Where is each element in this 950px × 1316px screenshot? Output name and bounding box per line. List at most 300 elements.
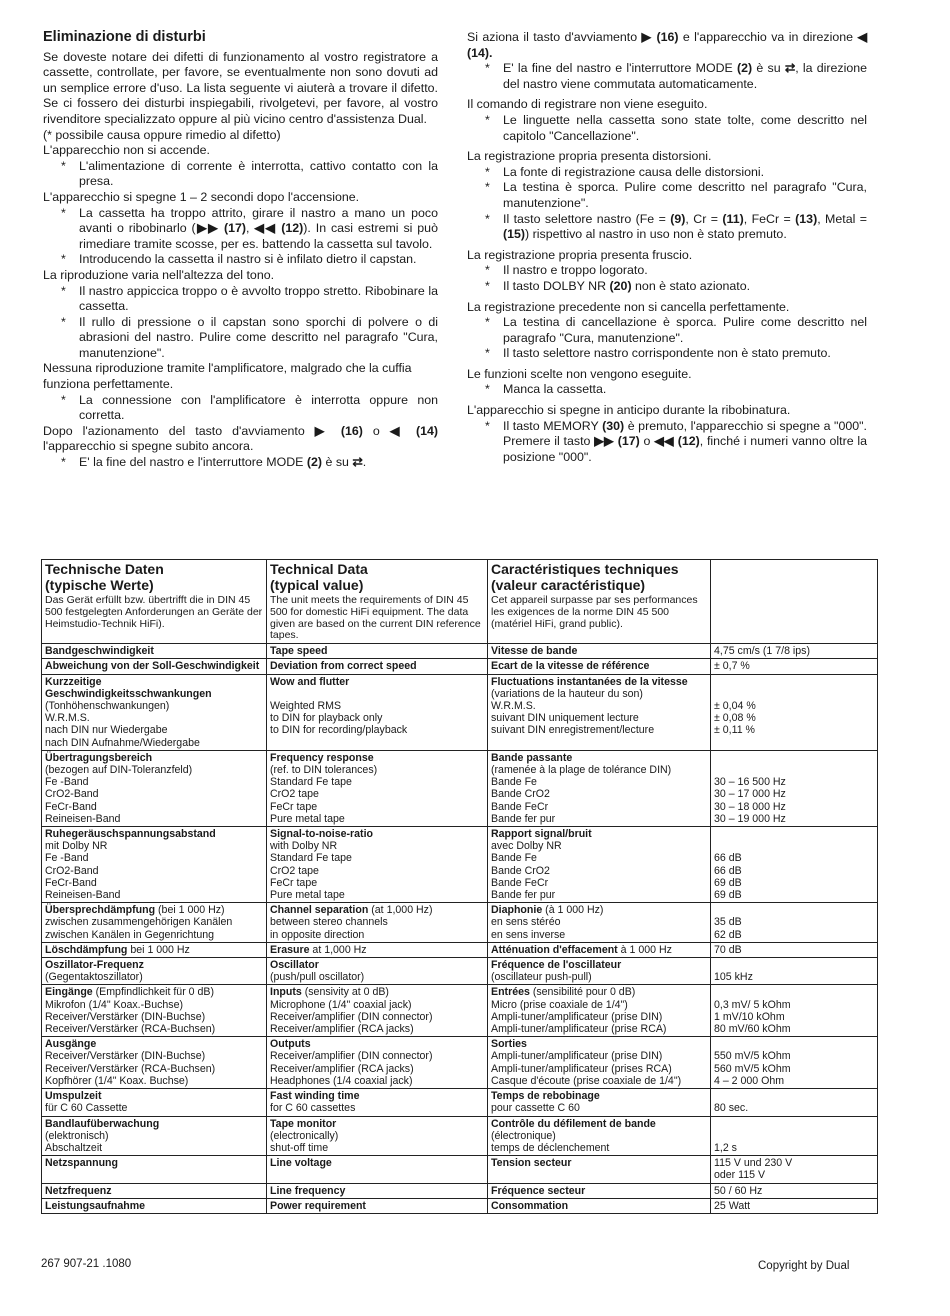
value: 105 kHz — [714, 971, 753, 984]
key-ref: (15) — [503, 227, 526, 242]
value: 25 Watt — [714, 1199, 751, 1212]
label-extra: (sensivity at 0 dB) — [304, 986, 389, 999]
value: 69 dB — [714, 876, 742, 889]
label: Rapport signal/bruit — [491, 828, 592, 841]
sub: Microphone (1/4" coaxial jack) — [270, 998, 412, 1011]
value: ± 0,11 % — [714, 724, 755, 737]
text: l'apparecchio si spegne subito ancora. — [43, 439, 254, 454]
sub: to DIN for recording/playback — [270, 724, 408, 737]
table-row — [42, 985, 878, 1037]
sub: nach DIN nur Wiedergabe — [45, 724, 168, 737]
label: Umspulzeit — [45, 1090, 102, 1103]
label: Löschdämpfung — [45, 943, 128, 956]
label: Frequency response — [270, 751, 374, 764]
label-extra: (bei 1 000 Hz) — [158, 904, 225, 917]
cell-fr — [488, 1183, 711, 1198]
label: Tape speed — [270, 645, 328, 658]
label-extra: à 1 000 Hz — [620, 943, 672, 956]
cell-value — [711, 1037, 878, 1089]
cell-de — [42, 827, 267, 903]
cell-de — [42, 1198, 267, 1213]
label: Erasure — [270, 943, 310, 956]
text: E' la fine del nastro e l'interruttore MODE — [79, 455, 304, 470]
cell-value — [711, 750, 878, 826]
problem-no-record: Il comando di registrare non viene eseguito. — [467, 97, 708, 112]
cause-item: * La testina di cancellazione è sporca. Pulire come descritto nel paragrafo "Cura, manutenzione". — [467, 315, 867, 346]
sub: (push/pull oscillator) — [270, 971, 365, 984]
sub: FeCr tape — [270, 800, 318, 813]
label: Channel separation — [270, 904, 369, 917]
sub: for C 60 cassettes — [270, 1102, 356, 1115]
reverse-play-key-ref: ◀ (14) — [389, 423, 438, 438]
table-row — [42, 1183, 878, 1198]
sub: Mikrofon (1/4" Koax.-Buchse) — [45, 998, 184, 1011]
problem-no-power: L'apparecchio non si accende. — [43, 143, 211, 158]
value: 550 mV/5 kOhm — [714, 1050, 791, 1063]
text: o — [643, 434, 651, 449]
cell-de — [42, 1116, 267, 1156]
label: Deviation from correct speed — [270, 660, 417, 673]
cell-value — [711, 903, 878, 943]
sub: avec Dolby NR — [491, 840, 562, 853]
cause-item: * Il nastro e troppo logorato. — [467, 263, 867, 279]
dolby-key-ref: (20) — [609, 278, 632, 293]
cause-item: * La fonte di registrazione causa delle distorsioni. — [467, 165, 867, 181]
sub: (electronically) — [270, 1129, 339, 1142]
value: 1 mV/10 kOhm — [714, 1010, 785, 1023]
label: Entrées — [491, 986, 530, 999]
cell-en — [267, 750, 488, 826]
section-title: Eliminazione di disturbi — [43, 29, 206, 45]
label: Bande passante — [491, 751, 573, 764]
direction-arrows-icon: ⇄ — [352, 455, 363, 470]
text: Il tasto MEMORY — [503, 418, 599, 433]
value: ± 0,08 % — [714, 712, 756, 725]
cell-en — [267, 827, 488, 903]
sub: shut-off time — [270, 1141, 329, 1154]
sub: pour cassette C 60 — [491, 1102, 580, 1115]
value: 70 dB — [714, 943, 742, 956]
troubleshooting-right-column — [467, 30, 867, 465]
text: e l'apparecchio va in direzione — [682, 30, 854, 44]
value: 66 dB — [714, 864, 742, 877]
text: è su — [325, 455, 349, 470]
troubleshooting-left-column — [43, 30, 438, 471]
intro-paragraph: Se doveste notare dei difetti di funzionamento al vostro registratore a cassette, controllate, per favore, se eventualmente non sono dovuti ad un semplice errore d'uso. La lista seguente vi aiuterà a trovare il difetto. Se ci fossero dei disturbi inspiegabili, rivolgetevi, per favore, al vostro rivenditore specializzato oppure al più vicino centro d'assistenza Dual. — [43, 49, 438, 126]
cell-en — [267, 958, 488, 985]
table-row — [42, 659, 878, 674]
sub: Weighted RMS — [270, 700, 342, 712]
cell-de — [42, 1156, 267, 1183]
label: Ruhegeräuschspannungsabstand — [45, 828, 216, 841]
table-row — [42, 1156, 878, 1183]
sub: Reineisen-Band — [45, 889, 121, 902]
value: oder 115 V — [714, 1169, 766, 1182]
label: Übertragungsbereich — [45, 751, 153, 764]
sub: Receiver/Verstärker (RCA-Buchsen) — [45, 1062, 216, 1075]
problem-stops-after-start — [43, 424, 438, 455]
sub: FeCr-Band — [45, 876, 97, 889]
cell-de — [42, 903, 267, 943]
memory-key-ref: (30) — [602, 418, 625, 433]
cell-value — [711, 1089, 878, 1116]
cell-de — [42, 644, 267, 659]
sub: Standard Fe tape — [270, 776, 352, 789]
cell-en — [267, 1198, 488, 1213]
cause-item — [43, 206, 438, 253]
sub: (variations de la hauteur du son) — [491, 687, 643, 700]
text: E' la fine del nastro e l'interruttore MODE — [503, 61, 733, 76]
cell-value — [711, 674, 878, 750]
copyright-notice: Copyright by Dual — [758, 1260, 850, 1272]
label: Signal-to-noise-ratio — [270, 828, 373, 841]
cause-item — [467, 419, 867, 466]
header-title: Technical Data — [270, 561, 368, 577]
cell-en — [267, 903, 488, 943]
cell-value — [711, 1183, 878, 1198]
label: Line voltage — [270, 1157, 332, 1170]
label: Abweichung von der Soll-Geschwindigkeit — [45, 660, 260, 673]
legend-note: (* possibile causa oppure rimedio al difetto) — [43, 127, 281, 142]
label: Vitesse de bande — [491, 645, 578, 658]
sub: Bande CrO2 — [491, 864, 550, 877]
cell-de — [42, 1183, 267, 1198]
cell-fr — [488, 1037, 711, 1089]
sub: (elektronisch) — [45, 1129, 109, 1142]
header-subtitle: (typische Werte) — [45, 577, 154, 593]
cell-de — [42, 1037, 267, 1089]
sub: Bande Fe — [491, 852, 537, 865]
cell-en — [267, 942, 488, 957]
sub: Receiver/Verstärker (DIN-Buchse) — [45, 1010, 206, 1023]
text: , FeCr = — [743, 211, 791, 226]
text: non è stato azionato. — [635, 278, 751, 293]
sub: Receiver/amplifier (RCA jacks) — [270, 1062, 414, 1075]
text: , Metal = — [817, 211, 867, 226]
sub: Kopfhörer (1/4" Koax. Buchse) — [45, 1074, 189, 1087]
label-extra: at 1,000 Hz — [312, 943, 367, 956]
text: Il tasto DOLBY NR — [503, 278, 607, 293]
cell-en — [267, 985, 488, 1037]
header-subtitle: (valeur caractéristique) — [491, 577, 646, 593]
text: , la direzione del nastro viene commutata automaticamente. — [503, 61, 867, 91]
label: Übersprechdämpfung — [45, 904, 156, 917]
play-key-ref: ▶ (16) — [314, 423, 363, 438]
sub: (oscillateur push-pull) — [491, 971, 592, 984]
technical-data-table — [41, 559, 878, 1214]
value: 4,75 cm/s (1 7/8 ips) — [714, 645, 810, 658]
table-row — [42, 958, 878, 985]
table-row — [42, 942, 878, 957]
cell-fr — [488, 827, 711, 903]
header-title: Caractéristiques techniques — [491, 561, 679, 577]
cause-item — [467, 61, 867, 92]
sub: suivant DIN enregistrement/lecture — [491, 724, 655, 737]
sub: Bande FeCr — [491, 800, 549, 813]
cell-value — [711, 827, 878, 903]
label: Netzfrequenz — [45, 1184, 112, 1197]
header-note: Cet appareil surpasse par ses performances les exigences de la norme DIN 45 500 (matériel HiFi, grand public). — [491, 594, 698, 630]
sub: suivant DIN uniquement lecture — [491, 712, 639, 725]
label: Outputs — [270, 1038, 311, 1051]
sub: zwischen zusammengehörigen Kanälen — [45, 916, 233, 929]
sub: Ampli-tuner/amplificateur (prise DIN) — [491, 1050, 663, 1063]
label: Fréquence de l'oscillateur — [491, 959, 622, 972]
cell-value — [711, 958, 878, 985]
label: Kurzzeitige Geschwindigkeitsschwankungen — [45, 675, 212, 700]
sub: temps de déclenchement — [491, 1141, 610, 1154]
label-extra: (sensibilité pour 0 dB) — [532, 986, 636, 999]
cause-text: La cassetta ha troppo attrito, girare il nastro a mano un poco avanti o ribobinarlo ( — [79, 205, 438, 236]
problem-no-amp-playback: Nessuna riproduzione tramite l'amplificatore, malgrado che la cuffia funziona perfettamente. — [43, 361, 412, 392]
header-value — [711, 560, 878, 644]
cell-en — [267, 1183, 488, 1198]
header-title: Technische Daten — [45, 561, 164, 577]
sub: Bande CrO2 — [491, 788, 550, 801]
sub: CrO2 tape — [270, 864, 319, 877]
sub: Receiver/amplifier (DIN connector) — [270, 1050, 433, 1063]
sub: nach DIN Aufnahme/Wiedergabe — [45, 736, 200, 749]
cell-fr — [488, 1116, 711, 1156]
key-ref: (11) — [722, 211, 744, 226]
cell-value — [711, 1198, 878, 1213]
text: Dopo l'azionamento del tasto d'avviamento — [43, 423, 305, 438]
sub: Bande Fe — [491, 776, 537, 789]
problem-stops-during-rewind: L'apparecchio si spegne in anticipo durante la ribobinatura. — [467, 403, 791, 418]
label: Netzspannung — [45, 1157, 118, 1170]
sub: Reineisen-Band — [45, 812, 121, 825]
value: 0,3 mV/ 5 kOhm — [714, 998, 791, 1011]
table-row — [42, 903, 878, 943]
sub: CrO2-Band — [45, 788, 99, 801]
label: Temps de rebobinage — [491, 1090, 600, 1103]
header-note: Das Gerät erfüllt bzw. übertrifft die in DIN 45 500 festgelegten Anforderungen an Geräte der Heimstudio-Technik HiFi). — [45, 594, 263, 630]
text: è premuto, l'apparecchio si spegne a "000". Premere il tasto — [503, 418, 867, 449]
sub: en sens inverse — [491, 928, 566, 941]
label: Fréquence secteur — [491, 1184, 586, 1197]
cell-en — [267, 674, 488, 750]
sub: Bande fer pur — [491, 889, 556, 902]
value: 69 dB — [714, 889, 742, 902]
cell-value — [711, 1156, 878, 1183]
sub: en sens stéréo — [491, 916, 561, 929]
cell-de — [42, 750, 267, 826]
label: Fast winding time — [270, 1090, 360, 1103]
cell-fr — [488, 1198, 711, 1213]
sub: (bezogen auf DIN-Toleranzfeld) — [45, 764, 193, 777]
label: Tension secteur — [491, 1157, 572, 1170]
cell-de — [42, 958, 267, 985]
cell-value — [711, 1116, 878, 1156]
play-key-ref: ▶ (16) — [641, 30, 679, 44]
cell-fr — [488, 942, 711, 957]
label: Diaphonie — [491, 904, 543, 917]
problem-functions-not-executed: Le funzioni scelte non vengono eseguite. — [467, 366, 692, 381]
sub: Bande FeCr — [491, 876, 549, 889]
sub: Casque d'écoute (prise coaxiale de 1/4") — [491, 1074, 682, 1087]
table-row — [42, 1089, 878, 1116]
sub: Abschaltzeit — [45, 1141, 103, 1154]
label-extra: (at 1,000 Hz) — [371, 904, 433, 917]
label: Ausgänge — [45, 1038, 97, 1051]
cell-fr — [488, 659, 711, 674]
sub: (ref. to DIN tolerances) — [270, 764, 378, 777]
value: 115 V und 230 V — [714, 1157, 793, 1170]
problem-reverse-direction — [467, 30, 867, 61]
sub: Ampli-tuner/amplificateur (prises RCA) — [491, 1062, 672, 1075]
value: ± 0,7 % — [714, 660, 750, 673]
value: 62 dB — [714, 928, 742, 941]
cause-item: * Il tasto selettore nastro corrispondente non è stato premuto. — [467, 346, 867, 362]
label: Leistungsaufnahme — [45, 1199, 146, 1212]
header-subtitle: (typical value) — [270, 577, 364, 593]
table-row — [42, 1116, 878, 1156]
cell-en — [267, 1089, 488, 1116]
rewind-key-ref: ◀◀ (12) — [254, 221, 304, 236]
table-row — [42, 1037, 878, 1089]
value: 1,2 s — [714, 1141, 737, 1154]
text: Il tasto selettore nastro (Fe = — [503, 211, 666, 226]
label-extra: (à 1 000 Hz) — [545, 904, 604, 917]
cause-text: ). In casi estremi si può rimediare tramite scosse, per es. battendo la cassetta sul tavolo. — [79, 221, 438, 251]
sub: zwischen Kanälen in Gegenrichtung — [45, 928, 215, 941]
cell-value — [711, 659, 878, 674]
label: Ecart de la vitesse de référence — [491, 660, 650, 673]
label-extra: (Empfindlichkeit für 0 dB) — [95, 986, 214, 999]
sub: Ampli-tuner/amplificateur (prise DIN) — [491, 1010, 663, 1023]
label: Bandlaufüberwachung — [45, 1117, 160, 1130]
sub: mit Dolby NR — [45, 840, 108, 853]
value: 80 mV/60 kOhm — [714, 1023, 791, 1036]
sub: CrO2 tape — [270, 788, 319, 801]
cell-value — [711, 985, 878, 1037]
cause-item: * La connessione con l'amplificatore è interrotta oppure non corretta. — [43, 393, 438, 424]
table-row — [42, 674, 878, 750]
key-ref: (9) — [670, 211, 686, 226]
fast-forward-key-ref: ▶▶ (17) — [594, 434, 640, 449]
sub: Standard Fe tape — [270, 852, 352, 865]
value: 50 / 60 Hz — [714, 1184, 763, 1197]
sub: to DIN for playback only — [270, 712, 383, 725]
value: 30 – 17 000 Hz — [714, 788, 786, 801]
label: Atténuation d'effacement — [491, 943, 618, 956]
cell-value — [711, 942, 878, 957]
sub: Ampli-tuner/amplificateur (prise RCA) — [491, 1023, 667, 1036]
header-en — [267, 560, 488, 644]
sub: Pure metal tape — [270, 889, 345, 902]
text: , Cr = — [685, 211, 718, 226]
value: 35 dB — [714, 916, 742, 929]
text: Si aziona il tasto d'avviamento — [467, 30, 638, 44]
sub: Receiver/amplifier (DIN connector) — [270, 1010, 433, 1023]
sub: FeCr-Band — [45, 800, 97, 813]
problem-switches-off: L'apparecchio si spegne 1 – 2 secondi dopo l'accensione. — [43, 189, 360, 204]
header-de — [42, 560, 267, 644]
table-row — [42, 1198, 878, 1213]
problem-not-erased: La registrazione precedente non si cancella perfettamente. — [467, 299, 790, 314]
sub: Micro (prise coaxiale de 1/4") — [491, 998, 628, 1011]
sub: in opposite direction — [270, 928, 365, 941]
sub: Headphones (1/4 coaxial jack) — [270, 1074, 413, 1087]
value: 30 – 16 500 Hz — [714, 776, 786, 789]
sub: (Tonhöhenschwankungen) — [45, 700, 170, 712]
sub: Pure metal tape — [270, 812, 345, 825]
label: Eingänge — [45, 986, 93, 999]
sub: FeCr tape — [270, 876, 318, 889]
sub: Fe -Band — [45, 776, 89, 789]
sub: Fe -Band — [45, 852, 89, 865]
cell-fr — [488, 903, 711, 943]
label: Sorties — [491, 1038, 527, 1051]
cell-en — [267, 1156, 488, 1183]
label: Tape monitor — [270, 1117, 337, 1130]
sub: (électronique) — [491, 1129, 556, 1142]
mode-key-ref: (2) — [306, 455, 323, 470]
sub: Receiver/amplifier (RCA jacks) — [270, 1023, 414, 1036]
header-fr — [488, 560, 711, 644]
cause-item: * Le linguette nella cassetta sono state tolte, come descritto nel capitolo "Cancellazione". — [467, 113, 867, 144]
cause-item: * Il nastro appiccica troppo o è avvolto troppo stretto. Ribobinare la cassetta. — [43, 284, 438, 315]
label: Wow and flutter — [270, 675, 350, 688]
sub: (ramenée à la plage de tolérance DIN) — [491, 764, 672, 777]
cell-fr — [488, 644, 711, 659]
label: Inputs — [270, 986, 302, 999]
table-header-row — [42, 560, 878, 644]
label: Fluctuations instantanées de la vitesse — [491, 675, 688, 688]
value: 80 sec. — [714, 1102, 749, 1115]
text: o — [372, 423, 380, 438]
text: è su — [756, 61, 781, 76]
cell-de — [42, 942, 267, 957]
rewind-key-ref: ◀◀ (12) — [654, 434, 700, 449]
label: Power requirement — [270, 1199, 366, 1212]
header-note: The unit meets the requirements of DIN 45 500 for domestic HiFi equipment. The data given are based on the current DIN reference tapes. — [270, 594, 481, 642]
cause-item — [467, 212, 867, 243]
cell-de — [42, 1089, 267, 1116]
cell-en — [267, 644, 488, 659]
cell-fr — [488, 985, 711, 1037]
direction-arrows-icon: ⇄ — [784, 61, 796, 76]
label: Bandgeschwindigkeit — [45, 645, 154, 658]
separator: , — [246, 221, 255, 236]
cell-de — [42, 659, 267, 674]
sub: between stereo channels — [270, 916, 388, 929]
sub: W.R.M.S. — [45, 712, 90, 725]
text: , finché i numeri vanno oltre la posizione "000". — [503, 434, 867, 464]
cell-value — [711, 644, 878, 659]
sub: Receiver/Verstärker (RCA-Buchsen) — [45, 1023, 216, 1036]
cell-de — [42, 985, 267, 1037]
cause-item: * Il rullo di pressione o il capstan sono sporchi di polvere o di abrasioni del nastro. Pulire come descritto nel paragrafo "Cura, manutenzione". — [43, 315, 438, 362]
label: Oscillator — [270, 959, 319, 972]
label-extra: bei 1 000 Hz — [130, 943, 190, 956]
problem-noise: La registrazione propria presenta fruscio. — [467, 247, 693, 262]
cause-item: * La testina è sporca. Pulire come descritto nel paragrafo "Cura, manutenzione". — [467, 180, 867, 211]
problem-distortion: La registrazione propria presenta distorsioni. — [467, 149, 712, 164]
key-ref: (13) — [795, 211, 818, 226]
sub: für C 60 Cassette — [45, 1102, 128, 1115]
cell-de — [42, 674, 267, 750]
sub: (Gegentaktoszillator) — [45, 971, 143, 984]
value: 4 – 2 000 Ohm — [714, 1074, 785, 1087]
label: Consommation — [491, 1199, 569, 1212]
sub: Receiver/Verstärker (DIN-Buchse) — [45, 1050, 206, 1063]
cause-item: * E' la fine del nastro e l'interruttore MODE (2) è su ⇄. — [43, 455, 438, 471]
label: Contrôle du défilement de bande — [491, 1117, 656, 1130]
cell-fr — [488, 1156, 711, 1183]
cell-fr — [488, 674, 711, 750]
cell-fr — [488, 1089, 711, 1116]
